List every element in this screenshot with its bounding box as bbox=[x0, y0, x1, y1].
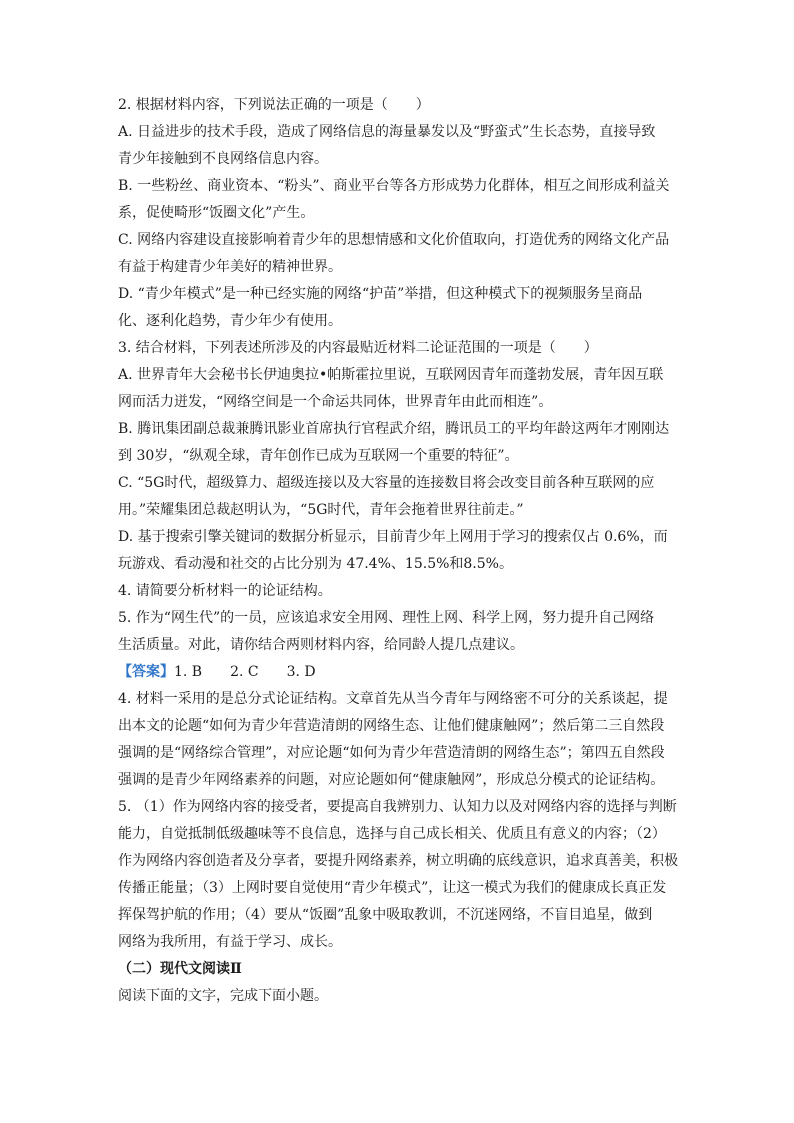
question-2-option-c: C. 网络内容建设直接影响着青少年的思想情感和文化价值取向，打造优秀的网络文化产品 bbox=[118, 232, 670, 248]
question-3-option-b: B. 腾讯集团副总裁兼腾讯影业首席执行官程武介绍，腾讯员工的平均年龄这两年才刚刚达 bbox=[118, 421, 670, 437]
question-2-option-b-cont: 系，促使畸形“饭圈文化”产生。 bbox=[118, 205, 315, 221]
analysis-line: 能力，自觉抵制低级趣味等不良信息，选择与自己成长相关、优质且有意义的内容；（2） bbox=[118, 826, 666, 842]
question-3-option-c-cont: 用。”荣耀集团总裁赵明认为，“5G时代，青年会拖着世界往前走。” bbox=[118, 502, 524, 518]
question-2-option-c-cont: 有益于构建青少年美好的精神世界。 bbox=[118, 259, 342, 275]
question-2-option-d-cont: 化、逐利化趋势，青少年少有使用。 bbox=[118, 313, 342, 329]
question-3-option-d: D. 基于搜索引擎关键词的数据分析显示，目前青少年上网用于学习的搜索仅占 0.6%，而 bbox=[118, 529, 668, 545]
question-2-option-b: B. 一些粉丝、商业资本、“粉头”、商业平台等各方形成势力化群体，相互之间形成利益关 bbox=[118, 178, 670, 194]
section-title: （二）现代文阅读Ⅱ bbox=[118, 961, 242, 977]
answer-text: 1. B 2. C 3. D bbox=[174, 664, 316, 680]
answer-line bbox=[118, 659, 678, 686]
question-4-stem: 4. 请简要分析材料一的论证结构。 bbox=[118, 583, 332, 599]
analysis-line: 强调的是“网络综合管理”，对应论题“如何为青少年营造清朗的网络生态”；第四五自然段 bbox=[118, 745, 665, 761]
reading-instruction: 阅读下面的文字，完成下面小题。 bbox=[118, 988, 328, 1004]
question-5-stem: 5. 作为“网生代”的一员，应该追求安全用网、理性上网、科学上网，努力提升自己网络 bbox=[118, 610, 655, 626]
question-2-option-d: D. “青少年模式”是一种已经实施的网络“护苗”举措，但这种模式下的视频服务呈商品 bbox=[118, 286, 643, 302]
answer-tag: 【答案】 bbox=[118, 664, 174, 680]
analysis-line: 5. （1）作为网络内容的接受者，要提高自我辨别力、认知力以及对网络内容的选择与判断 bbox=[118, 799, 677, 815]
question-2-stem: 2. 根据材料内容，下列说法正确的一项是（ ） bbox=[118, 97, 430, 113]
analysis-line: 强调的是青少年网络素养的问题，对应论题如何“健康触网”，形成总分模式的论证结构。 bbox=[118, 772, 665, 788]
analysis-line: 4. 材料一采用的是总分式论证结构。文章首先从当今青年与网络密不可分的关系谈起，提 bbox=[118, 691, 668, 707]
question-3-option-c: C. “5G时代，超级算力、超级连接以及大容量的连接数目将会改变目前各种互联网的应 bbox=[118, 475, 655, 491]
question-3-option-a-cont: 网而活力迸发，“网络空间是一个命运共同体，世界青年由此而相连”。 bbox=[118, 394, 553, 410]
analysis-line: 传播正能量；（3）上网时要自觉使用“青少年模式”，让这一模式为我们的健康成长真正发 bbox=[118, 880, 667, 896]
question-2-option-a-cont: 青少年接触到不良网络信息内容。 bbox=[118, 151, 328, 167]
question-5-stem-cont: 生活质量。对此，请你结合两则材料内容，给同龄人提几点建议。 bbox=[118, 637, 524, 653]
analysis-line: 挥保驾护航的作用；（4）要从“饭圈”乱象中吸取教训，不沉迷网络，不盲目追星，做到 bbox=[118, 907, 653, 923]
analysis-line: 网络为我所用，有益于学习、成长。 bbox=[118, 934, 342, 950]
question-3-option-a: A. 世界青年大会秘书长伊迪奥拉•帕斯霍拉里说，互联网因青年而蓬勃发展，青年因互联 bbox=[118, 367, 664, 383]
question-3-stem: 3. 结合材料，下列表述所涉及的内容最贴近材料二论证范围的一项是（ ） bbox=[118, 340, 598, 356]
analysis-line: 出本文的论题“如何为青少年营造清朗的网络生态、让他们健康触网”；然后第二三自然段 bbox=[118, 718, 665, 734]
question-3-option-b-cont: 到 30岁，“纵观全球，青年创作已成为互联网一个重要的特征”。 bbox=[118, 448, 519, 464]
analysis-line: 作为网络内容创造者及分享者，要提升网络素养，树立明确的底线意识，追求真善美，积极 bbox=[118, 853, 678, 869]
document-content bbox=[118, 92, 678, 1010]
question-2-option-a: A. 日益进步的技术手段，造成了网络信息的海量暴发以及“野蛮式”生长态势，直接导致 bbox=[118, 124, 656, 140]
question-3-option-d-cont: 玩游戏、看动漫和社交的占比分别为 47.4%、15.5%和8.5%。 bbox=[118, 556, 513, 572]
